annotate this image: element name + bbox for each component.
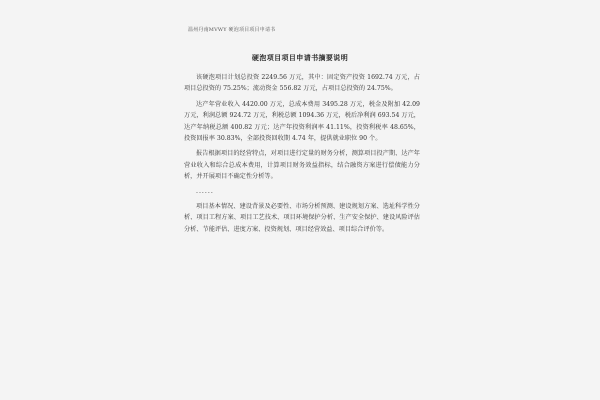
paragraph-contents: 项目基本情况、建设背景及必要性、市场分析预测、建设规划方案、选址科学性分析、项目工程方案、项目工艺技术、项目环境保护分析、生产安全保护、建设风险评估分析、节能评估、进度方案、投资规划、项目经营效益、项目综合评价等。 [184,203,420,233]
document-title: 硬泡项目项目申请书摘要说明 [251,54,349,62]
paragraph-ellipsis: ...... [196,187,214,195]
paragraph-analysis: 报告根据项目的经营特点，对项目进行定量的财务分析，测算项目投产期、达产年营业收入和综合总成本费用，计算项目财务效益指标，结合融资方案进行偿债能力分析，并开展项目不确定性分析等。 [184,150,420,181]
header-note: 温州丹南MVWY 硬泡项目项目申请书 [188,27,276,33]
paragraph-investment: 该硬泡项目计划总投资 2249.56 万元，其中：固定资产投资 1692.74 万元，占项目总投资的 75.25%；流动资金 556.82 万元，占项目总投资的 24.75%。 [184,74,420,93]
document-body [184,72,420,238]
paragraph-revenue: 达产年营业收入 4420.00 万元，总成本费用 3495.28 万元，税金及附加 42.09 万元，利润总额 924.72 万元，利税总额 1094.36 万元，税后净利润 693.54 万元，达产年纳税总额 400.82 万元；达产年投资利润率 41.11%，投资利税率 48.65%，投资回报率 30.83%，全部投资回收期 4.74 年，提供就业职位 90 个。 [184,100,420,143]
